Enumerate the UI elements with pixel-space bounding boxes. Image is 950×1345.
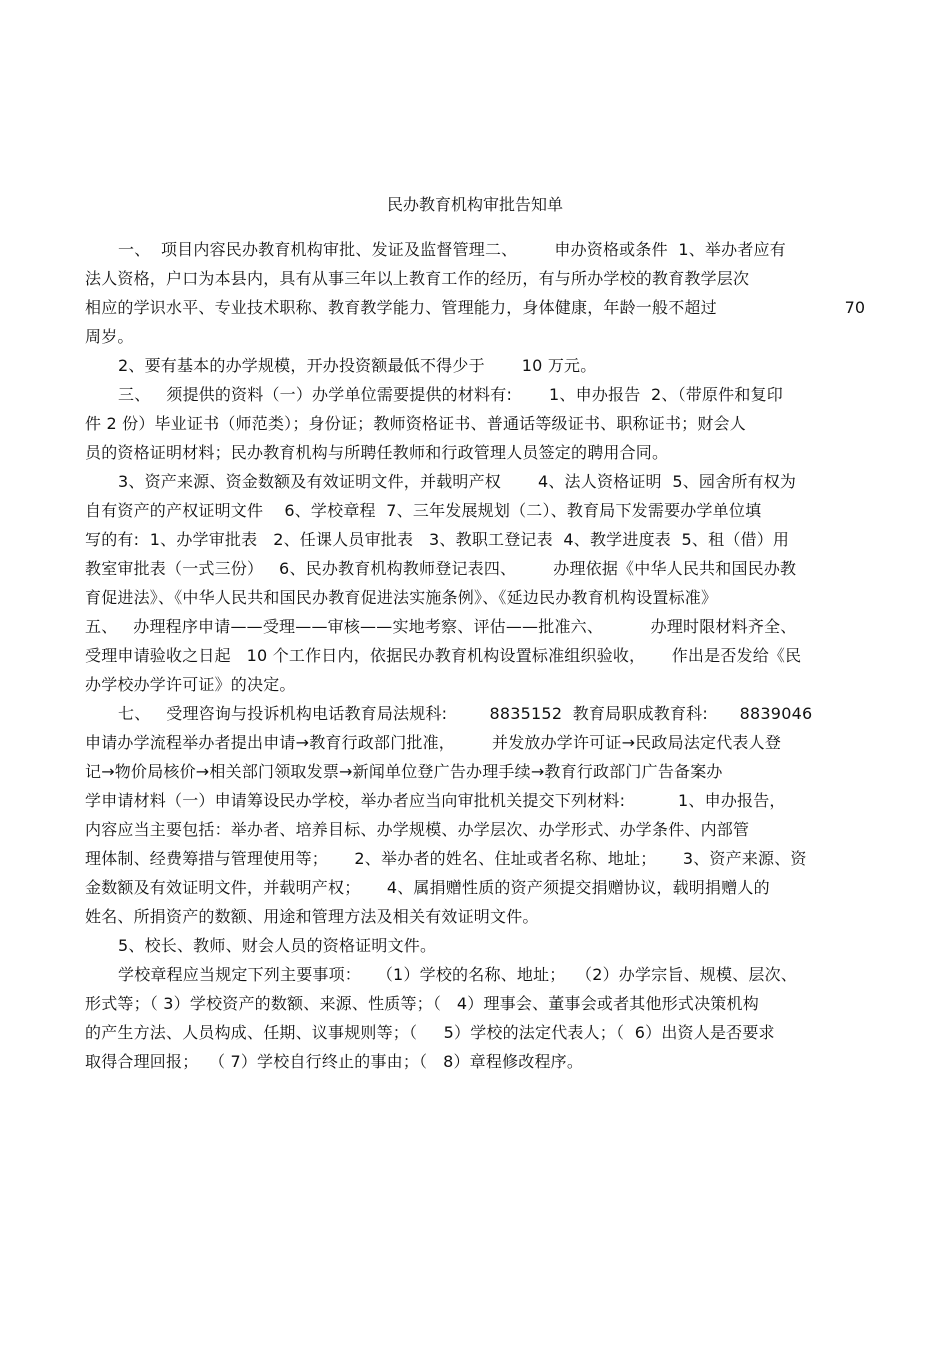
paragraph-line: 三、 须提供的资料（一）办学单位需要提供的材料有: 1、申办报告 2、（带原件和复印 (118, 385, 783, 404)
paragraph-line: 自有资产的产权证明文件 6、学校章程 7、三年发展规划（二）、教育局下发需要办学单位填 (85, 501, 762, 520)
paragraph-line: 写的有: 1、办学审批表 2、任课人员审批表 3、教职工登记表 4、教学进度表 5、租（借）用 (85, 530, 790, 549)
paragraph-line: 记→物价局核价→相关部门领取发票→新闻单位登广告办理手续→教育行政部门广告备案办 (85, 762, 723, 781)
paragraph-line-tail: 70 (844, 298, 865, 317)
paragraph-line: 法人资格，户口为本县内，具有从事三年以上教育工作的经历，有与所办学校的教育教学层次 (85, 269, 750, 288)
paragraph-line: 五、 办理程序申请——受理——审核——实地考察、评估——批准六、 办理时限材料齐全、 (85, 617, 797, 636)
paragraph-line: 学校章程应当规定下列主要事项： （1）学校的名称、地址； （2）办学宗旨、规模、层次、 (118, 965, 797, 984)
paragraph-line: 教室审批表（一式三份） 6、民办教育机构教师登记表四、 办理依据《中华人民共和国民办教 (85, 559, 797, 578)
paragraph-line: 育促进法》、《中华人民共和国民办教育促进法实施条例》、《延边民办教育机构设置标准》 (85, 588, 718, 607)
paragraph-line: 员的资格证明材料；民办教育机构与所聘任教师和行政管理人员签定的聘用合同。 (85, 443, 669, 462)
paragraph-line: 学申请材料（一）申请筹设民办学校，举办者应当向审批机关提交下列材料: 1、申办报告， (85, 791, 786, 810)
paragraph-line: 周岁。 (85, 327, 134, 346)
paragraph-line: 件 2 份）毕业证书（师范类）；身份证；教师资格证书、普通话等级证书、职称证书；财会人 (85, 414, 746, 433)
paragraph-line: 办学校办学许可证》的决定。 (85, 675, 296, 694)
paragraph-line: 申请办学流程举办者提出申请→教育行政部门批准， 并发放办学许可证→民政局法定代表人登 (85, 733, 782, 752)
paragraph-line: 姓名、所捐资产的数额、用途和管理方法及相关有效证明文件。 (85, 907, 539, 926)
paragraph-line: 相应的学识水平、专业技术职称、教育教学能力、管理能力，身体健康，年龄一般不超过 (85, 298, 717, 317)
paragraph-line: 形式等；（ 3）学校资产的数额、来源、性质等；（ 4）理事会、董事会或者其他形式决策机构 (85, 994, 759, 1013)
paragraph-line: 七、 受理咨询与投诉机构电话教育局法规科: 8835152 教育局职成教育科: 8839046 (118, 704, 813, 723)
document-title: 民办教育机构审批告知单 (386, 195, 563, 214)
paragraph-line: 3、资产来源、资金数额及有效证明文件，并载明产权 4、法人资格证明 5、园舍所有权为 (118, 472, 797, 491)
paragraph-line: 理体制、经费筹措与管理使用等； 2、举办者的姓名、住址或者名称、地址； 3、资产来源、资 (85, 849, 807, 868)
paragraph-line: 取得合理回报； （ 7）学校自行终止的事由；（ 8）章程修改程序。 (85, 1052, 584, 1071)
paragraph-line: 金数额及有效证明文件，并载明产权； 4、属捐赠性质的资产须提交捐赠协议，载明捐赠人的 (85, 878, 770, 897)
paragraph-line: 受理申请验收之日起 10 个工作日内，依据民办教育机构设置标准组织验收， 作出是否发给《民 (85, 646, 802, 665)
paragraph-line: 的产生方法、人员构成、任期、议事规则等；（ 5）学校的法定代表人；（ 6）出资人是否要求 (85, 1023, 775, 1042)
paragraph-line: 2、要有基本的办学规模，开办投资额最低不得少于 10 万元。 (118, 356, 597, 375)
paragraph-line: 一、 项目内容民办教育机构审批、发证及监督管理二、 申办资格或条件 1、举办者应有 (118, 240, 786, 259)
paragraph-line: 内容应当主要包括：举办者、培养目标、办学规模、办学层次、办学形式、办学条件、内部管 (85, 820, 750, 839)
paragraph-line: 5、校长、教师、财会人员的资格证明文件。 (118, 936, 437, 955)
